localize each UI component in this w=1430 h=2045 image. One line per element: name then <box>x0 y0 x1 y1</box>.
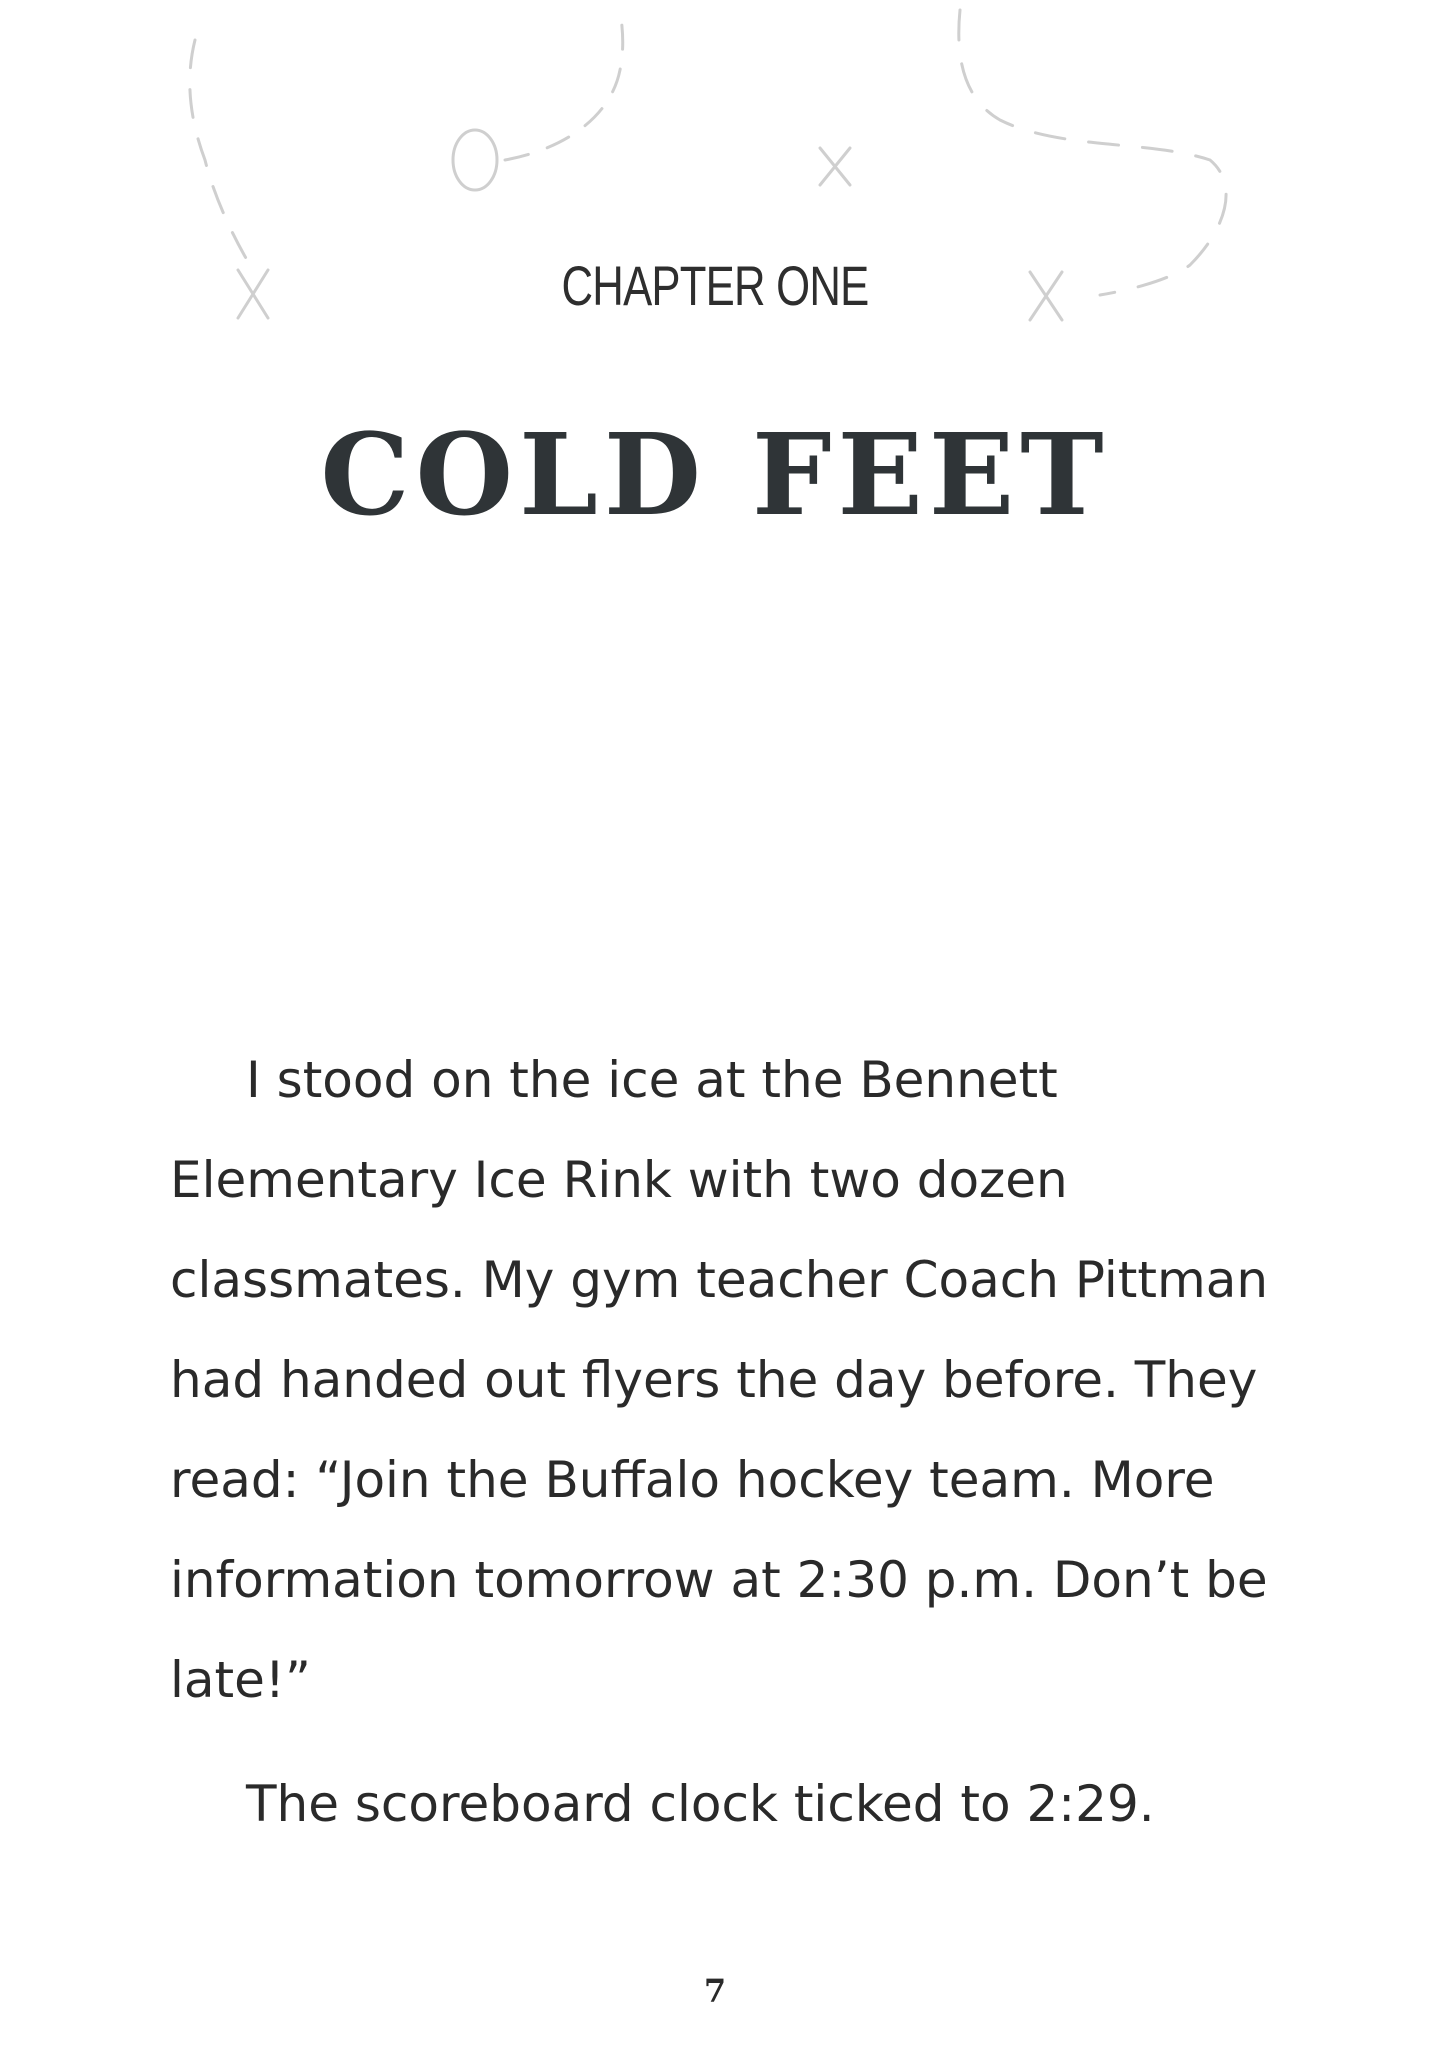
page-number: 7 <box>703 1972 727 2010</box>
chapter-label: CHAPTER ONE <box>561 254 869 317</box>
play-path-center <box>505 10 623 160</box>
play-o-marker <box>453 130 497 190</box>
chapter-title: COLD FEET <box>320 410 1110 541</box>
paragraph: I stood on the ice at the Bennett Elementary Ice Rink with two dozen classmates. My gym teacher Coach Pittman had handed out flyers the day before. They read: “Join the Buffalo hockey team. More information tomorrow at 2:30 p.m. Don’t be late!” <box>170 1051 1269 1709</box>
play-path-left <box>190 40 250 265</box>
paragraph: The scoreboard clock ticked to 2:29. <box>246 1775 1155 1833</box>
play-x-mark-center <box>820 148 850 185</box>
chapter-body <box>170 1030 1280 1854</box>
